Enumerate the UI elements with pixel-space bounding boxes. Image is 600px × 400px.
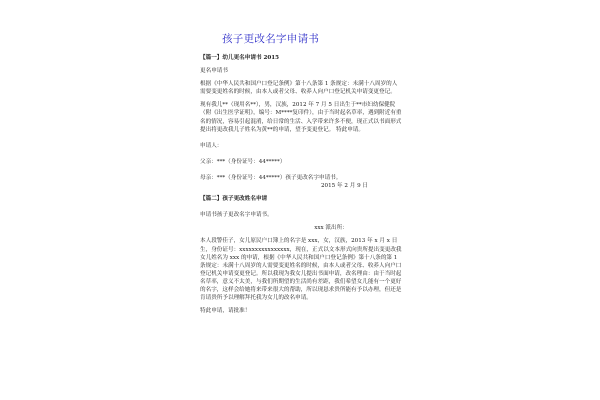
document-body	[200, 54, 402, 315]
section2-heading: 【篇二】孩子更改姓名申请	[200, 196, 268, 203]
section1-date: 2015 年 2 月 9 日	[320, 183, 368, 190]
section1-father: 父亲：***（身份证号：44*****）	[200, 158, 286, 165]
section1-mother: 母亲：***（身份证号：44*****）孩子更改名字申请书。	[200, 174, 342, 181]
section1-heading: 【篇一】幼儿更名申请书 2015	[200, 55, 280, 61]
section2-addressee: xxx 派出所：	[314, 225, 348, 232]
section1-applicant: 申请人：	[200, 142, 223, 149]
section1-paragraph-1: 根据《中华人民共和国户口登记条例》第十八条第 1 条规定：未满十八周岁的人需要变更姓名的时候，由本人或者父母、收养人向户口登记机关申请变更登记。	[200, 81, 398, 96]
section2-paragraph: 本人段警佳子，女儿原民户口簿上的名字是 xxx，女，汉族，2013 年 x 月 x 日生，身份证号：xxxxxxxxxxxxxxxx，现在，正式以文本形式向贵所提出变更改我女儿姓名为 xxx 的申请，根据《中华人民共和国户口登记条例》第十八条的第 1 条规定：未满十八周岁的人需要变更姓名的时候，由本人或者父母、收养人向户口登记机关申请变更登记。所以我现为我女儿提出书面申请，改名理由：由于当时起名草率，意义不太美，与我们所期望的生活尚有差距，我们希望女儿能有一个更好的名字，这样会给她将来带来很大的帮助，所以现恳求贵所能有予以办理，但还是肯请贵所予以理解拜托我为女儿的改名申请。	[200, 238, 402, 302]
section2-closing: 特此申请，请批准！	[200, 308, 251, 315]
section1-subtitle: 更名申请书	[200, 68, 228, 75]
section2-line-1: 申请书孩子更改名字申请书。	[200, 212, 273, 219]
document-title: 孩子更改名字申请书	[222, 33, 320, 45]
section1-paragraph-2: 现有我儿**（现用名**），男，汉族，2012 年 7 月 5 日出生于**市妇幼保健院（附《出生医学证明》，编号：M****复印件），由于当时起名草率，遇到附近有重名的情况，容易引起混淆，给日常的生活、入学带来许多不便，现正式以书面形式提出将更改我儿子姓名为黄**的申请，望予变更登记。 特此申请。	[200, 102, 402, 133]
